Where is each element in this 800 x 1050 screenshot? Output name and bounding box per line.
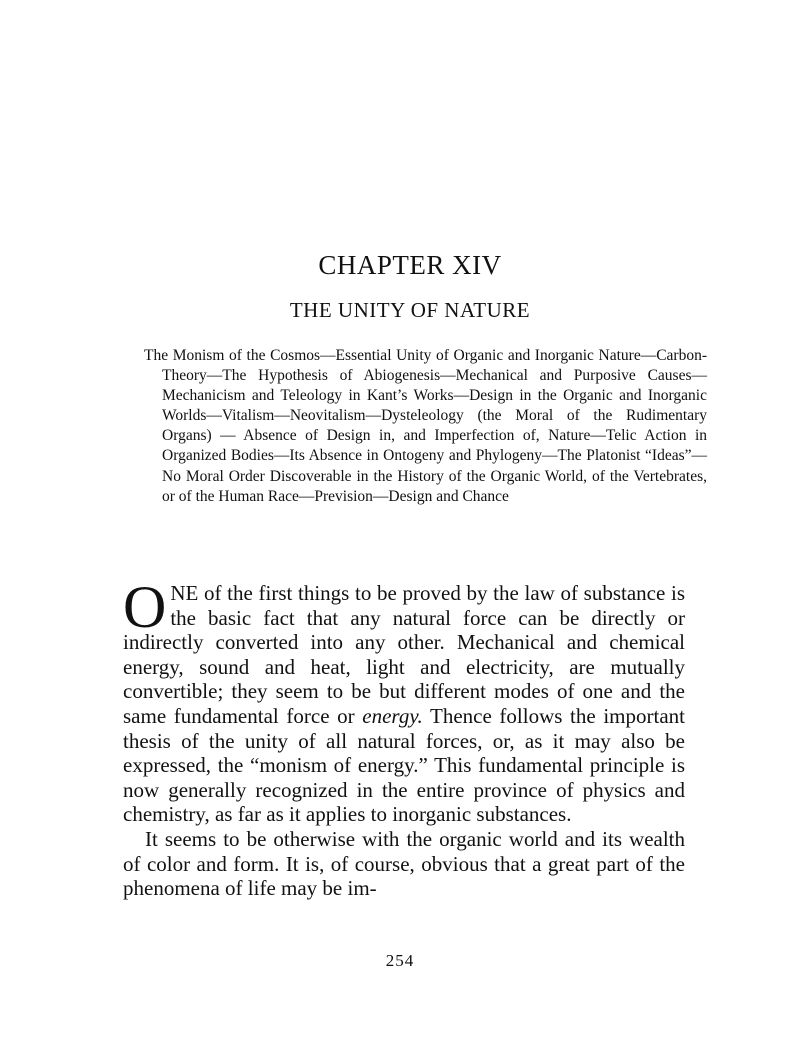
- paragraph-1-emphasis: energy.: [362, 703, 423, 728]
- paragraph-1: [123, 574, 685, 827]
- chapter-title: THE UNITY OF NATURE: [289, 298, 531, 322]
- chapter-number: CHAPTER XIV: [318, 250, 502, 280]
- chapter-summary: The Monism of the Cosmos—Essential Unity of Organic and Inorganic Nature—Carbon-Theory—The Hypothesis of Abiogenesis—Mechanical and Purposive Causes—Mechanicism and Teleology in Kant’s Works—Design in the Organic and Inorganic Worlds—Vitalism—Neovitalism—Dysteleology (the Moral of the Rudimentary Organs) — Absence of Design in, and Imperfection of, Nature—Telic Action in Organized Bodies—Its Absence in Ontogeny and Phylogeny—The Platonist “Ideas”—No Moral Order Discoverable in the History of the Organic World, of the Vertebrates, or of the Human Race—Prevision—Design and Chance: [144, 347, 707, 505]
- body-text: [123, 574, 685, 901]
- page-number: 254: [385, 951, 415, 970]
- drop-cap: O: [123, 574, 167, 640]
- paragraph-1-text-b: Thence follows the important thesis of the unity of all natural forces, or, as it may also be expressed, the “monism of energy.” This fundamental principle is now generally recognized in the entire province of physics and chemistry, as far as it applies to inorganic substances.: [123, 703, 685, 827]
- paragraph-2: It seems to be otherwise with the organic world and its wealth of color and form. It is, of course, obvious that a great part of the phenomena of life may be im-: [123, 826, 685, 901]
- paragraph-1-text-a: NE of the first things to be proved by the law of substance is the basic fact that any natural force can be directly or indirectly converted into any other. Mechanical and chemical energy, sound and heat, light and electricity, are mutually convertible; they seem to be but different modes of one and the same fundamental force or: [123, 581, 685, 728]
